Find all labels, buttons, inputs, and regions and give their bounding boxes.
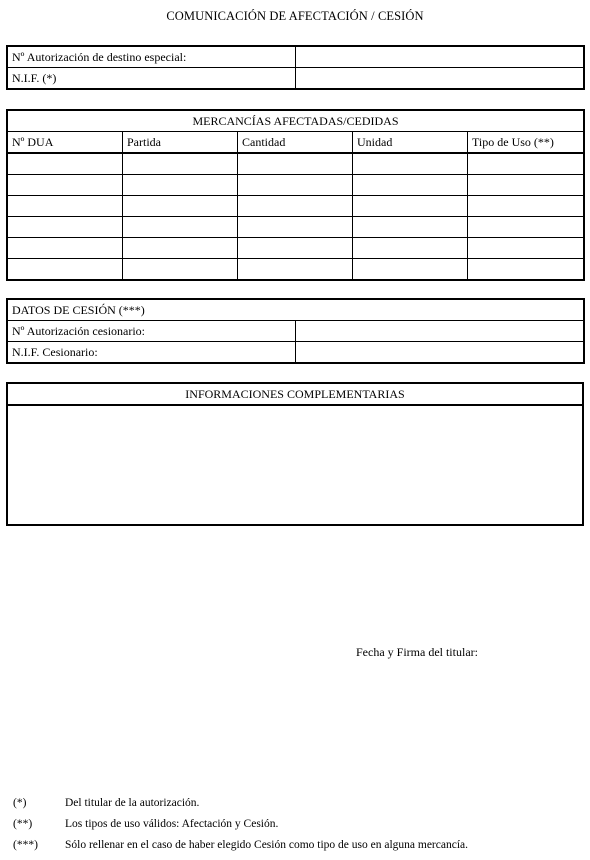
footnote [13,818,583,839]
partida-cell[interactable] [123,217,238,238]
partida-cell[interactable] [123,196,238,217]
partida-cell[interactable] [123,238,238,259]
column-header-dua: Nº DUA [8,132,123,154]
cantidad-cell[interactable] [238,238,353,259]
column-header-partida: Partida [123,132,238,154]
partida-cell[interactable] [123,153,238,175]
footnote [13,797,583,818]
cantidad-cell[interactable] [238,153,353,175]
footnote-text: Sólo rellenar en el caso de haber elegido Cesión como tipo de uso en alguna mercancía. [65,839,468,851]
tipo-uso-cell[interactable] [468,238,584,259]
nif-cesionario-label: N.I.F. Cesionario: [8,342,296,363]
unidad-cell[interactable] [353,153,468,175]
footnote-text: Del titular de la autorización. [65,797,200,809]
table-row [8,175,584,196]
dua-cell[interactable] [8,196,123,217]
column-header-cantidad: Cantidad [238,132,353,154]
mercancias-heading: MERCANCÍAS AFECTADAS/CEDIDAS [8,111,584,132]
table-row [8,259,584,280]
unidad-cell[interactable] [353,259,468,280]
autorizacion-destino-label: Nº Autorización de destino especial: [8,47,296,68]
titular-table [7,46,584,89]
dua-cell[interactable] [8,153,123,175]
table-row [8,153,584,175]
firma-label: Fecha y Firma del titular: [356,645,478,659]
partida-cell[interactable] [123,259,238,280]
column-header-tipo-uso: Tipo de Uso (**) [468,132,584,154]
table-row [8,217,584,238]
cesion-heading: DATOS DE CESIÓN (***) [8,300,584,321]
mercancias-table [7,110,584,280]
table-row [8,238,584,259]
autorizacion-destino-field[interactable] [296,47,584,68]
table-row [8,196,584,217]
autorizacion-cesionario-field[interactable] [296,321,584,342]
unidad-cell[interactable] [353,217,468,238]
tipo-uso-cell[interactable] [468,175,584,196]
informaciones-field[interactable] [8,405,583,525]
unidad-cell[interactable] [353,175,468,196]
footnote-text: Los tipos de uso válidos: Afectación y Cesión. [65,818,279,830]
informaciones-heading: INFORMACIONES COMPLEMENTARIAS [8,384,583,406]
form-title: COMUNICACIÓN DE AFECTACIÓN / CESIÓN [166,9,424,23]
dua-cell[interactable] [8,175,123,196]
footnote-mark: (***) [13,839,38,851]
unidad-cell[interactable] [353,238,468,259]
footnote-mark: (**) [13,818,33,830]
nif-cesionario-field[interactable] [296,342,584,363]
tipo-uso-cell[interactable] [468,196,584,217]
nif-titular-field[interactable] [296,68,584,89]
tipo-uso-cell[interactable] [468,217,584,238]
cantidad-cell[interactable] [238,175,353,196]
cesion-table [7,299,584,363]
dua-cell[interactable] [8,259,123,280]
dua-cell[interactable] [8,217,123,238]
nif-titular-label: N.I.F. (*) [8,68,296,89]
tipo-uso-cell[interactable] [468,259,584,280]
footnotes [13,797,583,860]
tipo-uso-cell[interactable] [468,153,584,175]
autorizacion-cesionario-label: Nº Autorización cesionario: [8,321,296,342]
footnote-mark: (*) [13,797,27,809]
partida-cell[interactable] [123,175,238,196]
unidad-cell[interactable] [353,196,468,217]
cantidad-cell[interactable] [238,196,353,217]
column-header-unidad: Unidad [353,132,468,154]
informaciones-table [7,383,583,525]
cantidad-cell[interactable] [238,217,353,238]
cantidad-cell[interactable] [238,259,353,280]
dua-cell[interactable] [8,238,123,259]
